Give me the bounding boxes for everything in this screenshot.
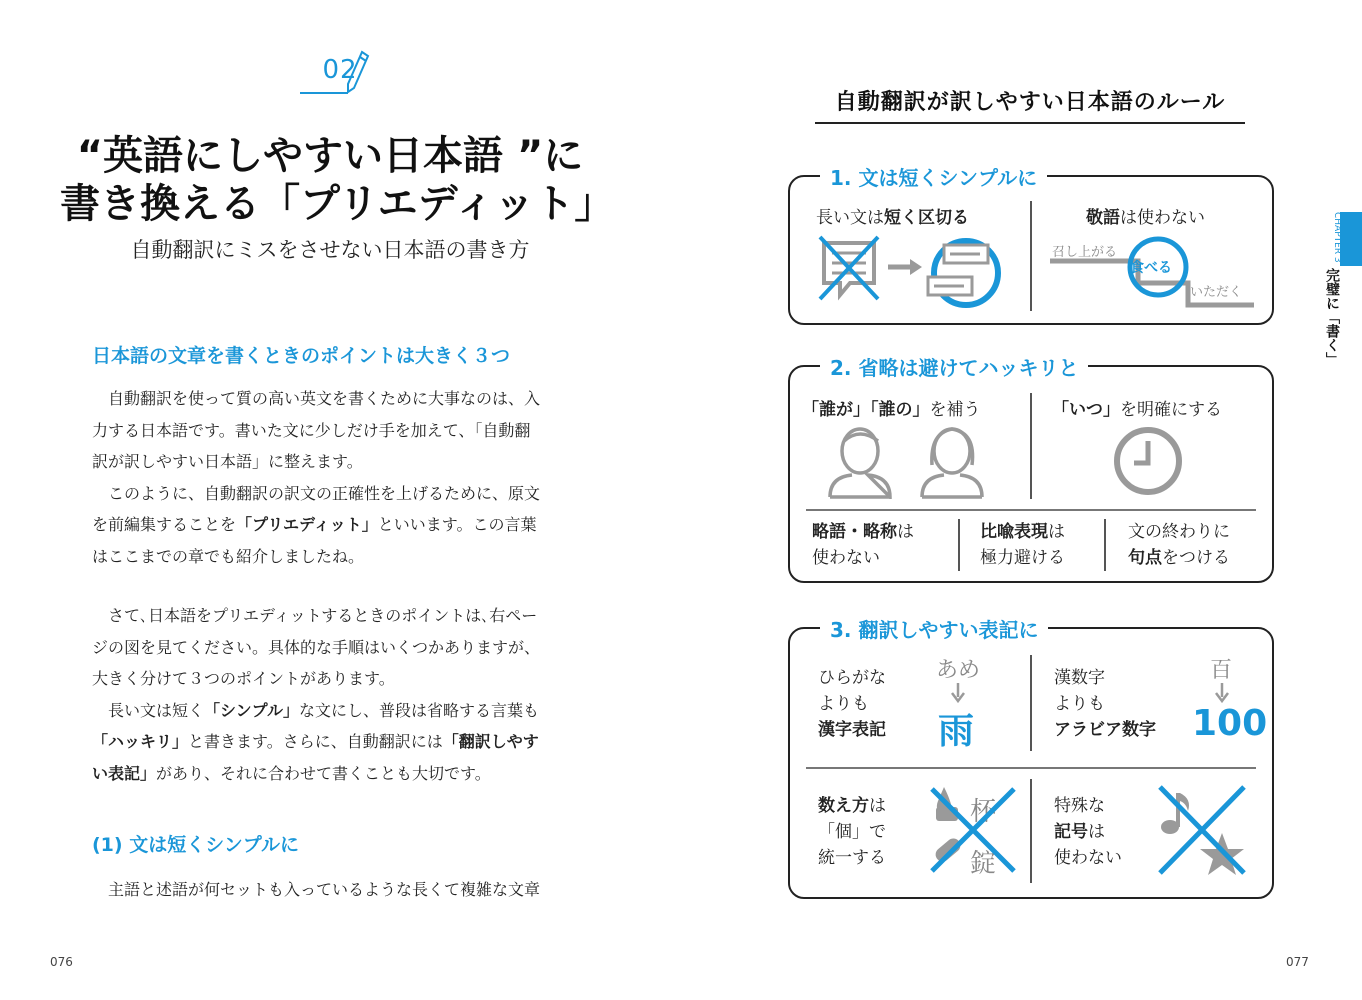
text: を前編集することを — [92, 515, 237, 534]
bold-term: 句点 — [1128, 548, 1162, 568]
para2-line: はここまでの章でも紹介しましたね。 — [92, 546, 365, 566]
rule-counters — [818, 793, 886, 871]
para3-line: 大きく分けて３つのポイントがあります。 — [92, 669, 395, 688]
rule-period — [1128, 519, 1230, 571]
text: 長い文は短く — [92, 700, 205, 720]
rule-kanji-notation — [818, 665, 886, 743]
long-to-short-sentence-icon — [816, 233, 1006, 309]
counters-crossed-icon — [928, 783, 1018, 877]
rule-when — [1052, 395, 1222, 420]
rules-title: 自動翻訳が訳しやすい日本語のルール — [834, 90, 1226, 115]
para4-line — [92, 758, 582, 790]
text: は使わない — [1120, 208, 1205, 228]
line: よりも — [818, 694, 869, 714]
line — [818, 793, 886, 819]
text: は — [869, 796, 886, 816]
people-icon — [826, 423, 986, 499]
bold-term: 「翻訳しやす — [442, 732, 539, 751]
line: アラビア数字 — [1054, 720, 1156, 740]
line: よりも — [1054, 694, 1105, 714]
rule-arabic-numerals — [1054, 665, 1156, 743]
bold-term: 略語・略称 — [812, 522, 897, 542]
kanji-example: 雨 — [938, 711, 975, 752]
kansuji-example: 百 — [1210, 658, 1233, 683]
line — [1054, 819, 1122, 845]
line: 特殊な — [1054, 796, 1105, 816]
rule-long-sentence — [816, 203, 969, 228]
text: を補う — [929, 400, 981, 420]
rule-abbreviation — [812, 519, 914, 571]
text: をつける — [1162, 548, 1230, 568]
text: があり、それに合わせて書くことも大切です。 — [156, 763, 491, 783]
line: 「個」で — [818, 822, 886, 842]
chapter-title: 完璧に「書く」 — [1324, 268, 1340, 366]
bold-term: 短く区切る — [884, 208, 969, 228]
paragraph-3 — [92, 600, 582, 789]
text: 長い文は — [816, 208, 884, 228]
bold-term: 「いつ」 — [1052, 400, 1120, 420]
line: 漢数字 — [1054, 668, 1105, 688]
page-subtitle: 自動翻訳にミスをさせない日本語の書き方 — [130, 238, 530, 262]
para1-line: 訳が訳しやすい日本語」に整えます。 — [92, 452, 363, 471]
text: は — [1088, 822, 1105, 842]
rule-box-1-title: 1. 文は短くシンプルに — [820, 162, 1047, 191]
rule-box-3-title: 3. 翻訳しやすい表記に — [820, 614, 1048, 643]
arabic-example: 100 — [1192, 703, 1268, 744]
para2-line: このように、自動翻訳の訳文の正確性を上げるために、原文 — [92, 483, 541, 503]
divider — [958, 519, 960, 571]
symbols-crossed-icon — [1156, 783, 1248, 877]
line: ひらがな — [818, 668, 886, 688]
para1-line: 力する日本語です。書いた文に少しだけ手を加えて、「自動翻 — [92, 420, 531, 440]
heading-three-points: 日本語の文章を書くときのポイントは大きく３つ — [92, 345, 511, 367]
pencil-icon — [344, 50, 370, 94]
para4-line — [92, 726, 582, 758]
paragraph-5: 主語と述語が何セットも入っているような長くて複雑な文章 — [92, 880, 541, 899]
line: 漢字表記 — [818, 720, 886, 740]
heading-simple-sentences: (1) 文は短くシンプルに — [92, 834, 299, 856]
line: 統一する — [818, 848, 886, 868]
line: 使わない — [1054, 848, 1122, 868]
rule-box-2 — [788, 356, 1274, 583]
divider — [1030, 393, 1032, 499]
page-title-line1: “英語にしやすい日本語 ”に — [76, 133, 584, 179]
bold-term: い表記」 — [92, 763, 157, 783]
para3-line: ジの図を見てください。具体的な手順はいくつかありますが、 — [92, 637, 541, 657]
line — [980, 519, 1065, 545]
bold-term: 敬語 — [1086, 208, 1120, 228]
divider — [806, 509, 1256, 511]
bold-term: 比喩表現 — [980, 522, 1048, 542]
section-number: 02 — [322, 55, 358, 85]
text: といいます。この言葉 — [377, 515, 537, 534]
paragraph-1 — [92, 383, 582, 572]
bold-term: 「シンプル」 — [204, 700, 299, 720]
page-number-left: 076 — [50, 955, 73, 969]
rule-box-2-title: 2. 省略は避けてハッキリと — [820, 352, 1088, 381]
section-number-underline — [300, 92, 348, 94]
rule-who — [802, 395, 981, 420]
line — [1128, 545, 1230, 571]
bold-term: 「誰が」「誰の」 — [802, 400, 930, 420]
line: 極力避ける — [980, 548, 1065, 568]
line — [812, 519, 914, 545]
text: な文にし、普段は省略する言葉も — [298, 700, 539, 720]
clock-icon — [1112, 425, 1184, 497]
counter-example-1: 杯 — [970, 797, 997, 827]
rules-title-underline — [815, 122, 1245, 124]
bold-term: 「プリエディット」 — [236, 515, 378, 534]
hiragana-example: あめ — [936, 658, 981, 683]
arrow-down-icon — [1214, 683, 1230, 705]
rule-special-symbols — [1054, 793, 1122, 871]
line: 使わない — [812, 548, 880, 568]
chapter-tab — [1340, 212, 1362, 266]
divider — [1030, 779, 1032, 883]
para4-line — [92, 695, 582, 727]
para3-line: さて､日本語をプリエディットするときのポイントは､右ペー — [92, 606, 538, 625]
counter-example-2: 錠 — [970, 849, 997, 879]
bold-term: 記号 — [1054, 822, 1088, 842]
rule-keigo — [1086, 203, 1205, 228]
stair-label-top: 召し上がる — [1052, 245, 1118, 260]
page-title-line2: 書き換える「プリエディット」 — [60, 181, 615, 227]
bold-term: 「ハッキリ」 — [92, 732, 189, 751]
divider — [1030, 655, 1032, 751]
divider — [1104, 519, 1106, 571]
rule-box-3 — [788, 618, 1274, 899]
para2-line — [92, 509, 582, 541]
text: と書きます。さらに、自動翻訳には — [188, 732, 443, 751]
divider — [806, 767, 1256, 769]
arrow-down-icon — [950, 683, 966, 705]
divider — [1030, 201, 1032, 311]
line: 文の終わりに — [1128, 522, 1230, 542]
stair-label-mid: 食べる — [1130, 260, 1172, 276]
rule-box-1 — [788, 166, 1274, 325]
text: は — [897, 522, 914, 542]
text: は — [1048, 522, 1065, 542]
chapter-label: CHAPTER 3 — [1332, 212, 1342, 263]
page-number-right: 077 — [1286, 955, 1309, 969]
stair-label-bottom: いただく — [1190, 285, 1243, 300]
bold-term: 数え方 — [818, 796, 869, 816]
rule-metaphor — [980, 519, 1065, 571]
para1-line: 自動翻訳を使って質の高い英文を書くために大事なのは、入 — [92, 389, 541, 408]
text: を明確にする — [1120, 400, 1222, 420]
